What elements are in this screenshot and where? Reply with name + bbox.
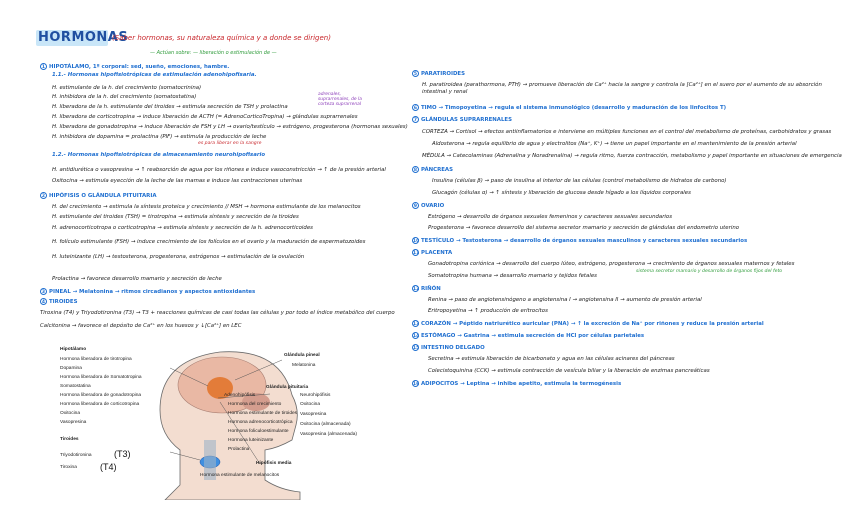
s1-line-1: H. inhibidora de la h. del crecimiento (somatostatina) <box>52 94 197 100</box>
blood-note: es para liberar en la sangre <box>198 141 262 146</box>
section-number-icon: 7 <box>413 118 418 123</box>
diagram-tiroides-item-0: Triyodotironina <box>60 453 92 458</box>
diagram-hipotalamo-item-2: Hormona liberadora de Somatotropina <box>60 375 142 380</box>
s2-line-0: H. del crecimiento → estimula la síntesis proteica y crecimiento // MSH → hormona estimulante de los melanocitos <box>52 204 361 210</box>
diagram-pineal-item: Melatonina <box>292 363 316 368</box>
diagram-neuro-item-0: Oxitocina <box>300 402 320 407</box>
section-adipocitos: 16 ADIPOCITOS → Leptina → inhibe apetito, estimula la termogénesis <box>413 381 622 387</box>
section-paratiroides: 5 PARATIROIDES <box>413 71 465 77</box>
s9-line-1: Progesterona → favorece desarrollo del sistema secretor mamario y secreción de glándulas del endometrio uterino <box>428 225 740 231</box>
adrenal-note: adrenales, suprarrenales, de la corteza suprarrenal <box>318 92 362 107</box>
diagram-neuro-item-1: Vasopresina <box>300 412 327 417</box>
diagram-neuro-item-2: Oxitocina (almacenada) <box>300 422 351 427</box>
diagram-neuro-label: Neurohipófisis <box>300 393 331 398</box>
diagram-hipotalamo-title: Hipotálamo <box>60 347 87 352</box>
diagram-hipotalamo-item-4: Hormona liberadora de gonadotropina <box>60 393 142 398</box>
hipotalamo-items <box>60 356 142 425</box>
diagram-t4-mark: (T4) <box>100 462 117 472</box>
s2-line-4: H. luteinizante (LH) → testosterona, progesterona, estrógenos → estimulación de la ovulación <box>52 254 305 260</box>
section-tiroides: 4 TIROIDES <box>41 299 78 305</box>
section-timo: 6 TIMO → Timopoyetina → regula el sistema inmunológico (desarrollo y maduración de los linfocitos T) <box>413 105 727 111</box>
section-number-icon: 4 <box>41 300 46 305</box>
section-testiculo: 10 TESTÍCULO → Testosterona → desarrollo de órganos sexuales masculinos y caracteres sexuales secundarios <box>413 238 748 244</box>
s9-line-0: Estrógeno → desarrollo de órganos sexuales femeninos y caracteres sexuales secundarios <box>428 214 673 220</box>
section-suprarrenales: 7 GLÁNDULAS SUPRARRENALES <box>413 117 512 123</box>
s4-line-0: Tiroxina (T4) y Triyodotironina (T3) → T3 + reacciones químicas de casi todas las células y por todo el índice metabólico del cuerpo <box>40 310 395 316</box>
section-pancreas: 8 PÁNCREAS <box>413 167 453 173</box>
section-number-icon: 3 <box>41 290 46 295</box>
section-number-icon: 15 <box>413 346 420 351</box>
section-number-icon: 8 <box>413 168 418 173</box>
s15-line-1: Colecistoquinina (CCK) → estimula contracción de vesícula biliar y la liberación de enzimas pancreáticas <box>428 368 710 374</box>
s8-line-1: Glucagón (células α) → ↑ síntesis y liberación de glucosa desde hígado a los líquidos corporales <box>432 190 691 196</box>
s7-line-1: Aldosterona → regula equilibrio de agua y electrolitos (Na⁺, K⁺) → tiene un papel importante en el mantenimiento de la presión arterial <box>432 141 797 147</box>
section-number-icon: 12 <box>413 287 420 292</box>
diagram-adeno-item-0: Hormona del crecimiento <box>228 402 282 407</box>
s2-line-1: H. estimulante del tiroides (TSH) = tirotropina → estimula síntesis y secreción de la tiroides <box>52 214 299 220</box>
section-number-icon: 10 <box>413 239 420 244</box>
s2-line-3: H. folículo estimulante (FSH) → induce crecimiento de los folículos en el ovario y la maduración de espermatozoides <box>52 239 366 245</box>
s12-line-0: Renina → paso de angiotensinógeno a angiotensina I → angiotensina II → aumento de presión arterial <box>428 297 702 303</box>
diagram-pituitaria-title: Glándula pituitaria <box>266 385 309 390</box>
s2-line-5: Prolactina → favorece desarrollo mamario y secreción de leche <box>52 276 222 282</box>
diagram-adeno-item-2: Hormona adrenocorticotrópica <box>228 420 293 425</box>
s11-line-0: Gonadotropina coriónica → desarrollo del cuerpo lúteo, estrógeno, progesterona → crecimiento de órganos sexuales maternos y fetales <box>428 261 795 267</box>
s1-2-line-1: Oxitocina → estimula eyección de la leche de las mamas e induce las contracciones uterinas <box>52 178 303 184</box>
diagram-t3-mark: (T3) <box>114 449 131 459</box>
s1-line-0: H. estimulante de la h. del crecimiento (somatocrinina) <box>52 85 202 91</box>
diagram-hipotalamo-item-1: Dopamina <box>60 366 82 371</box>
s1-2-line-0: H. antidiurética o vasopresina → ↑ reabsorción de agua por los riñones e induce vasoconstricción → ↑ de la presión arterial <box>52 167 386 173</box>
diagram-adeno-label: Adenohipófisis <box>224 393 256 398</box>
section-number-icon: 2 <box>41 194 46 199</box>
s4-line-1: Calcitonina → favorece el depósito de Ca²⁺ en los huesos y ↓[Ca²⁺] en LEC <box>40 323 242 329</box>
page-tagline: — Actúan sobre: — liberación o estimulación de — <box>150 50 277 56</box>
page-subtitle: (Saber hormonas, su naturaleza química y a donde se dirigen) <box>112 34 331 42</box>
diagram-neuro-item-3: Vasopresina (almacenada) <box>300 432 357 437</box>
section-ovario: 9 OVARIO <box>413 203 445 209</box>
diagram-media-item: Hormona estimulante de melanocitos <box>200 473 280 478</box>
s11-line-1: Somatotropina humana → desarrollo mamario y tejidos fetales <box>428 273 597 279</box>
diagram-adeno-item-4: Hormona luteinizante <box>228 438 274 443</box>
s5-line: H. paratiroidea (parathormona, PTH) → promueve liberación de Ca²⁺ hacia la sangre y controla la [Ca²⁺] en el suero por el aumento de su absorción intestinal y renal <box>422 82 822 95</box>
section-number-icon: 11 <box>413 251 420 256</box>
diagram-adeno-item-1: Hormona estimulante de tiroides <box>228 411 298 416</box>
s8-line-0: Insulina (células β) → paso de insulina al interior de las células (control metabolismo de hidratos de carbono) <box>432 178 727 184</box>
s1-line-2: H. liberadora de la h. estimulante del tiroides → estimula secreción de TSH y prolactina <box>52 104 288 110</box>
section-number-icon: 1 <box>41 65 46 70</box>
section-intestino: 15 INTESTINO DELGADO <box>413 345 485 351</box>
page-title: HORMONAS <box>38 30 129 45</box>
section-number-icon: 9 <box>413 204 418 209</box>
section-hipotalamo: 1 HIPOTÁLAMO, 1º corporal: sed, sueño, emociones, hambre. <box>41 64 230 70</box>
s12-line-1: Eritropoyetina → ↑ producción de eritrocitos <box>428 308 548 314</box>
diagram-pineal-title: Glándula pineal <box>284 353 320 358</box>
subsection-1-1: 1.1.- Hormonas hipofisiotrópicas de estimulación adenohipofisaria. <box>52 72 257 78</box>
diagram-adeno-item-5: Prolactina <box>228 447 250 452</box>
section-number-icon: 16 <box>413 382 420 387</box>
s7-line-0: CORTEZA → Cortisol → efectos antiinflamatorios e interviene en múltiples funciones en el control del metabolismo de proteínas, carbohidratos y grasas <box>422 129 832 135</box>
section-placenta: 11 PLACENTA <box>413 250 453 256</box>
section-rinon: 12 RIÑÓN <box>413 286 441 292</box>
section-number-icon: 5 <box>413 72 418 77</box>
placenta-note: sistema secretor mamario y desarrollo de órganos fijos del feto <box>636 269 783 274</box>
diagram-hipotalamo-item-0: Hormona liberadora de tirotropina <box>60 357 132 362</box>
s7-line-2: MÉDULA → Catecolaminas (Adrenalina y Noradrenalina) → regula ritmo, fuerza contracción, metabolismo y papel importante en situaciones de emergencia <box>422 153 842 159</box>
section-corazon: 13 CORAZÓN → Péptido natriurético auricular (PNA) → ↑ la excreción de Na⁺ por riñones y reduce la presión arterial <box>413 321 764 327</box>
section-estomago: 14 ESTÓMAGO → Gastrina → estimula secreción de HCl por células parietales <box>413 333 645 339</box>
s1-line-5: H. inhibidora de dopamina = prolactina (PIF) → estimula la producción de leche <box>52 134 267 140</box>
s1-line-4: H. liberadora de gonadotropina → induce liberación de FSH y LH → ovario/testículo → estrógeno, progesterona (hormonas sexuales) <box>52 124 408 130</box>
diagram-media-label: Hipófisis media <box>256 461 292 466</box>
section-number-icon: 6 <box>413 106 418 111</box>
s2-line-2: H. adrenocorticotropa o corticotropina → estimula síntesis y secreción de la h. adrenocorticoides <box>52 225 313 231</box>
section-number-icon: 14 <box>413 334 420 339</box>
diagram-hipotalamo-item-3: Somatostatina <box>60 384 91 389</box>
diagram-hipotalamo-item-7: Vasopresina <box>60 420 87 425</box>
endocrine-diagram <box>60 340 360 500</box>
diagram-hipotalamo-item-6: Oxitocina <box>60 411 80 416</box>
section-hipofisis: 2 HIPÓFISIS O GLÁNDULA PITUITARIA <box>41 193 157 199</box>
section-number-icon: 13 <box>413 322 420 327</box>
section-pineal: 3 PINEAL → Melatonina → ritmos circadianos y aspectos antioxidantes <box>41 289 256 295</box>
diagram-hipotalamo-item-5: Hormona liberadora de corticotropina <box>60 402 140 407</box>
subsection-1-2: 1.2.- Hormonas hipofisiotrópicas de almacenamiento neurohipofisario <box>52 152 266 158</box>
diagram-adeno-item-3: Hormona foliculoestimulante <box>228 429 289 434</box>
diagram-tiroides-title: Tiroides <box>60 437 79 442</box>
s1-line-3: H. liberadora de corticotropina → induce liberación de ACTH (= AdrenoCorticoTropina) → glándulas suprarrenales <box>52 114 358 120</box>
neuro-items <box>300 401 357 437</box>
diagram-tiroides-item-1: Tiroxina <box>60 465 77 470</box>
s15-line-0: Secretina → estimula liberación de bicarbonato y agua en las células acinares del páncreas <box>428 356 675 362</box>
